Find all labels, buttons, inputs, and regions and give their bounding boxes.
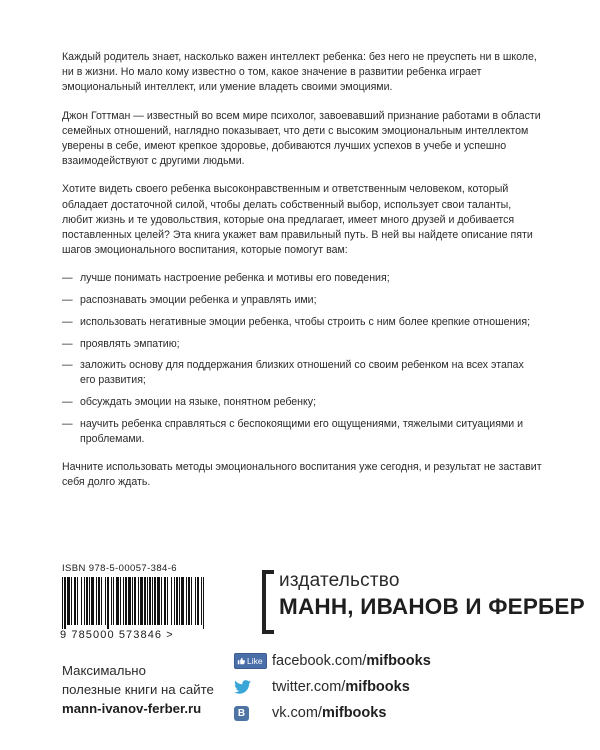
publisher-label: издательство — [279, 570, 400, 591]
isbn-label: ISBN 978-5-00057-384-6 — [62, 563, 177, 574]
vk-icon: В — [234, 706, 249, 721]
barcode-digits: 9 785000 573846 > — [60, 629, 174, 641]
list-item: — научить ребенка справляться с беспокоящими его ощущениями, тяжелыми ситуациями и проблемами. — [62, 417, 542, 447]
barcode — [60, 577, 210, 629]
vk-prefix: vk.com/ — [272, 705, 322, 721]
list-item: — распознавать эмоции ребенка и управлять ими; — [62, 293, 542, 308]
paragraph-author: Джон Готтман — известный во всем мире психолог, завоевавший признание работами в области семейных отношений, наглядно показывает, что дети с высоким эмоциональным интеллектом уверены в себе, имеют крепкое здоровье, добиваются лучших успехов в учебе и успешно взаимодействуют с другими людьми. — [62, 109, 541, 168]
paragraph-closing: Начните использовать методы эмоционального воспитания уже сегодня, и результат не заставит себя долго ждать. — [62, 461, 542, 489]
vk-link[interactable] — [234, 700, 431, 726]
promo-line: полезные книги на сайте — [62, 682, 214, 697]
facebook-link[interactable] — [234, 648, 431, 674]
benefits-list — [62, 271, 542, 447]
list-item: — проявлять эмпатию; — [62, 337, 542, 352]
list-item: — заложить основу для поддержания близких отношений со своим ребенком на всех этапах его развития; — [62, 358, 542, 388]
twitter-prefix: twitter.com/ — [272, 679, 346, 695]
paragraph-intro: Каждый родитель знает, насколько важен интеллект ребенка: без него не преуспеть ни в школе, ни в жизни. Но мало кому известно о том, какое значение в развитии ребенка играет эмоциональный интеллект, или умение владеть своими эмоциями. — [62, 51, 537, 94]
list-item: — лучше понимать настроение ребенка и мотивы его поведения; — [62, 271, 542, 286]
site-promo — [62, 661, 214, 718]
like-badge-text: Like — [247, 656, 263, 666]
publisher-bracket — [262, 570, 274, 634]
back-cover-text — [62, 50, 542, 504]
paragraph-question: Хотите видеть своего ребенка высоконравственным и ответственным человеком, который обладает достаточной силой, чтобы делать собственный выбор, использует свои таланты, любит жизнь и те удовольствия, которые она предлагает, имеет много друзей и добивается поставленных целей? Эта книга укажет вам правильный путь. В ней вы найдете описание пяти шагов эмоционального воспитания, которые помогут вам: — [62, 183, 533, 257]
facebook-prefix: facebook.com/ — [272, 653, 367, 669]
twitter-link[interactable] — [234, 674, 431, 700]
vk-handle: mifbooks — [321, 705, 387, 721]
website-link[interactable]: mann-ivanov-ferber.ru — [62, 701, 202, 716]
list-item: — обсуждать эмоции на языке, понятном ребенку; — [62, 395, 542, 410]
publisher-name: МАНН, ИВАНОВ И ФЕРБЕР — [279, 594, 585, 619]
facebook-like-icon — [234, 653, 267, 669]
promo-line: Максимально — [62, 663, 146, 678]
twitter-handle: mifbooks — [345, 679, 410, 695]
list-item: — использовать негативные эмоции ребенка, чтобы строить с ним более крепкие отношения; — [62, 315, 542, 330]
social-links — [234, 648, 431, 726]
twitter-bird-icon — [234, 680, 251, 694]
facebook-handle: mifbooks — [366, 653, 431, 669]
